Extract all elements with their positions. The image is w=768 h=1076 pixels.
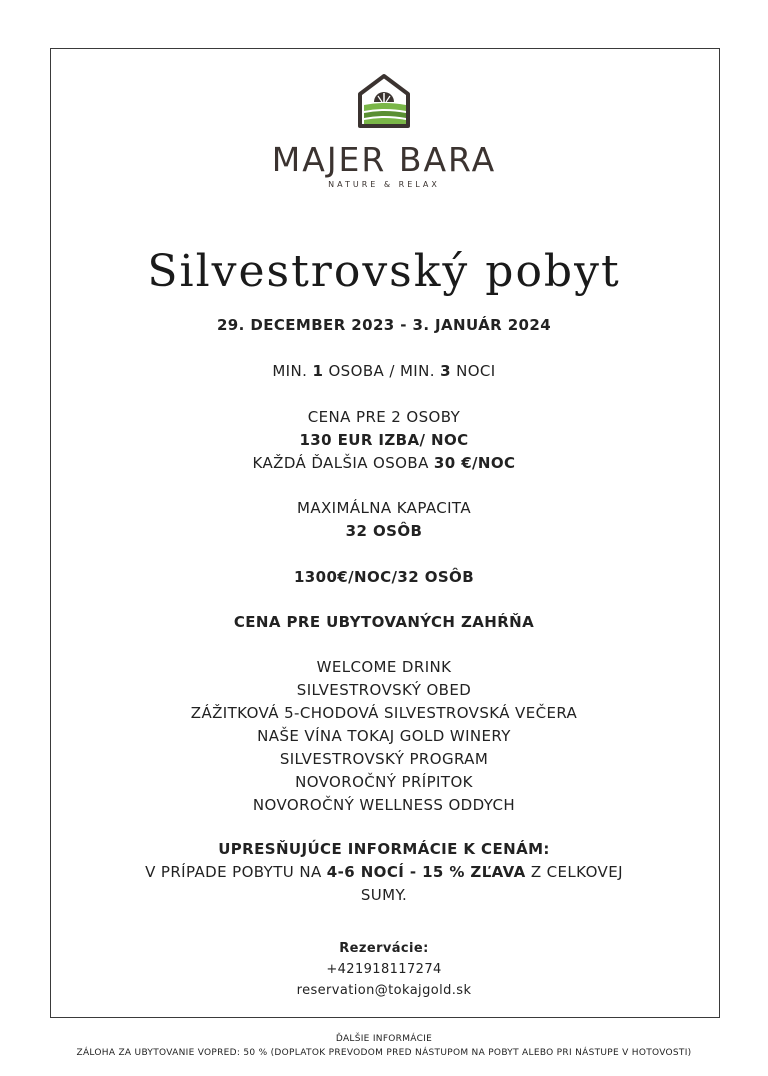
min-nights: 3	[440, 362, 451, 380]
pricing-info-line2: SUMY.	[360, 886, 408, 904]
page-title: Silvestrovský pobyt	[147, 246, 621, 297]
logo	[0, 72, 768, 130]
reservation-heading: Rezervácie:	[339, 941, 429, 956]
price-label: CENA PRE 2 OSOBY	[307, 408, 461, 426]
pricing-info-heading: UPRESŇUJÚCE INFORMÁCIE K CENÁM:	[218, 840, 550, 858]
brand-tagline: NATURE & RELAX	[328, 180, 440, 189]
reservation-email[interactable]: reservation@tokajgold.sk	[296, 983, 472, 998]
min-mid: OSOBA / MIN.	[323, 362, 441, 380]
event-dates: 29. DECEMBER 2023 - 3. JANUÁR 2024	[216, 316, 552, 334]
full-price: 1300€/NOC/32 OSÔB	[293, 568, 475, 586]
includes-item: NOVOROČNÝ WELLNESS ODDYCH	[252, 796, 516, 814]
capacity-label: MAXIMÁLNA KAPACITA	[297, 499, 471, 517]
brand-name: MAJER BARA	[271, 140, 497, 179]
footer-heading: ĎALŠIE INFORMÁCIE	[335, 1034, 433, 1044]
room-price: 130 EUR IZBA/ NOC	[299, 431, 469, 449]
pricing-line1-post: Z CELKOVEJ	[525, 863, 623, 881]
extra-pre: KAŽDÁ ĎALŠIA OSOBA	[252, 454, 434, 472]
min-pre: MIN.	[272, 362, 313, 380]
includes-item: SILVESTROVSKÝ PROGRAM	[279, 750, 489, 768]
footer-deposit: ZÁLOHA ZA UBYTOVANIE VOPRED: 50 % (DOPLATOK PREVODOM PRED NÁSTUPOM NA POBYT ALEBO PRI NÁSTUPE V HOTOVOSTI)	[76, 1048, 692, 1058]
min-post: NOCI	[450, 362, 496, 380]
pricing-line1-pre: V PRÍPADE POBYTU NA	[145, 863, 327, 881]
pricing-info-line1	[0, 863, 768, 881]
reservation-phone[interactable]: +421918117274	[326, 962, 442, 977]
capacity-value: 32 OSÔB	[345, 522, 423, 540]
includes-item: ZÁŽITKOVÁ 5-CHODOVÁ SILVESTROVSKÁ VEČERA	[190, 704, 578, 722]
pricing-line1-bold: 4-6 NOCÍ - 15 % ZĽAVA	[326, 863, 526, 881]
includes-item: NOVOROČNÝ PRÍPITOK	[295, 773, 473, 791]
extra-person-price	[0, 454, 768, 472]
minimum-stay	[0, 362, 768, 380]
includes-item: SILVESTROVSKÝ OBED	[296, 681, 472, 699]
includes-item: NAŠE VÍNA TOKAJ GOLD WINERY	[257, 727, 511, 745]
includes-item: WELCOME DRINK	[316, 658, 452, 676]
includes-heading: CENA PRE UBYTOVANÝCH ZAHŔŇA	[233, 613, 535, 631]
house-field-sun-icon	[356, 72, 412, 130]
extra-value: 30 €/NOC	[433, 454, 516, 472]
min-persons: 1	[312, 362, 324, 380]
